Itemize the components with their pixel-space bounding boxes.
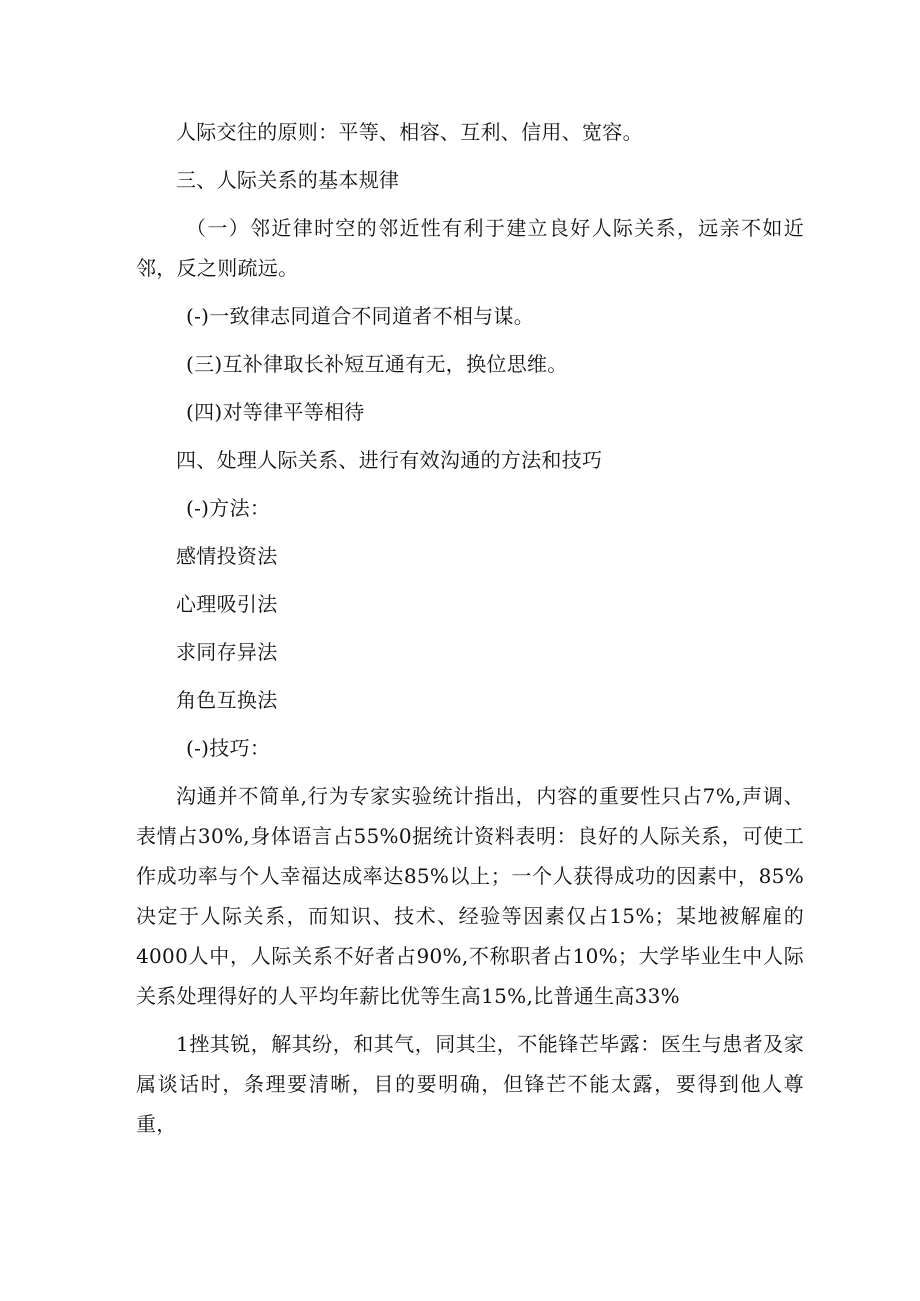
method-item: 感情投资法 [176, 544, 278, 568]
section-heading-4: 四、处理人际关系、进行有效沟通的方法和技巧 [176, 448, 603, 472]
reciprocity-law-paragraph: (四)对等律平等相待 [186, 400, 365, 424]
methods-subheading: (-)方法： [186, 496, 271, 520]
section-heading-3: 三、人际关系的基本规律 [176, 168, 400, 192]
complementary-law-paragraph: (三)互补律取长补短互通有无，换位思维。 [186, 352, 568, 376]
document-body [136, 112, 804, 1144]
consistency-law-paragraph: (-)一致律志同道合不同道者不相与谋。 [186, 304, 535, 328]
skills-subheading: (-)技巧： [186, 736, 271, 760]
proximity-law-paragraph: （一）邻近律时空的邻近性有利于建立良好人际关系，远亲不如近邻，反之则疏远。 [136, 216, 804, 280]
communication-statistics-paragraph: 沟通并不简单,行为专家实验统计指出，内容的重要性只占7%,声调、表情占30%,身体语言占55%0据统计资料表明：良好的人际关系，可使工作成功率与个人幸福达成率达85%以上；一个人获得成功的因素中，85%决定于人际关系，而知识、技术、经验等因素仅占15%；某地被解雇的4000人中，人际关系不好者占90%,不称职者占10%；大学毕业生中人际关系处理得好的人平均年薪比优等生高15%,比普通生高33% [136, 784, 804, 1008]
method-item: 心理吸引法 [176, 592, 278, 616]
principles-paragraph: 人际交往的原则：平等、相容、互利、信用、宽容。 [176, 120, 643, 144]
method-item: 求同存异法 [176, 640, 278, 664]
method-item: 角色互换法 [176, 688, 278, 712]
skill-1-paragraph: 1挫其锐，解其纷，和其气，同其尘，不能锋芒毕露：医生与患者及家属谈话时，条理要清晰，目的要明确，但锋芒不能太露，要得到他人尊重， [136, 1032, 804, 1136]
